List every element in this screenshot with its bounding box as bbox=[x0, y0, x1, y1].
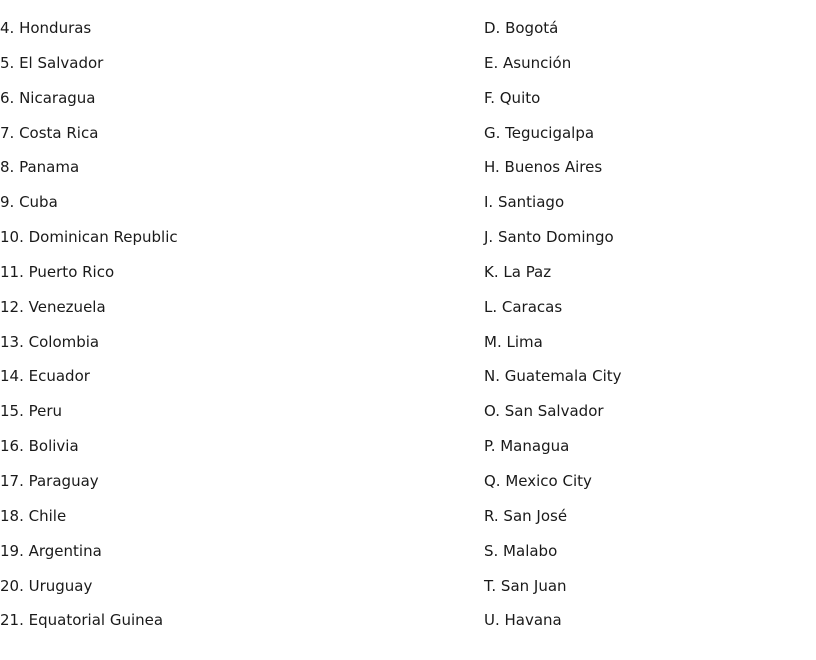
capital-item: G. Tegucigalpa bbox=[484, 123, 595, 142]
capital-item: K. La Paz bbox=[484, 262, 552, 281]
country-item: 5. El Salvador bbox=[0, 53, 104, 72]
country-list bbox=[0, 19, 460, 646]
country-item: 7. Costa Rica bbox=[0, 123, 99, 142]
capital-item: M. Lima bbox=[484, 332, 543, 351]
country-item: 8. Panama bbox=[0, 158, 80, 177]
capital-list bbox=[484, 19, 804, 646]
capital-item: D. Bogotá bbox=[484, 19, 559, 37]
capital-item: I. Santiago bbox=[484, 193, 565, 212]
capital-item: U. Havana bbox=[484, 611, 562, 630]
country-item: 17. Paraguay bbox=[0, 471, 99, 490]
country-item: 4. Honduras bbox=[0, 19, 92, 37]
country-item: 9. Cuba bbox=[0, 193, 58, 212]
country-item: 15. Peru bbox=[0, 402, 63, 421]
capital-item: O. San Salvador bbox=[484, 402, 604, 421]
capital-item: J. Santo Domingo bbox=[484, 228, 614, 247]
capital-item: H. Buenos Aires bbox=[484, 158, 603, 177]
capital-item: N. Guatemala City bbox=[484, 367, 622, 386]
capital-item: T. San Juan bbox=[484, 576, 567, 595]
capital-item: E. Asunción bbox=[484, 53, 572, 72]
country-item: 10. Dominican Republic bbox=[0, 228, 178, 247]
capital-item: R. San José bbox=[484, 506, 568, 525]
country-item: 21. Equatorial Guinea bbox=[0, 611, 164, 630]
country-item: 6. Nicaragua bbox=[0, 88, 96, 107]
country-item: 11. Puerto Rico bbox=[0, 262, 115, 281]
country-item: 12. Venezuela bbox=[0, 297, 106, 316]
country-item: 20. Uruguay bbox=[0, 576, 93, 595]
country-item: 14. Ecuador bbox=[0, 367, 90, 386]
country-item: 13. Colombia bbox=[0, 332, 100, 351]
country-item: 16. Bolivia bbox=[0, 437, 79, 456]
capital-item: F. Quito bbox=[484, 88, 541, 107]
capital-item: Q. Mexico City bbox=[484, 471, 592, 490]
country-item: 18. Chile bbox=[0, 506, 67, 525]
country-item: 19. Argentina bbox=[0, 541, 102, 560]
capital-item: P. Managua bbox=[484, 437, 570, 456]
capital-item: S. Malabo bbox=[484, 541, 558, 560]
capital-item: L. Caracas bbox=[484, 297, 563, 316]
